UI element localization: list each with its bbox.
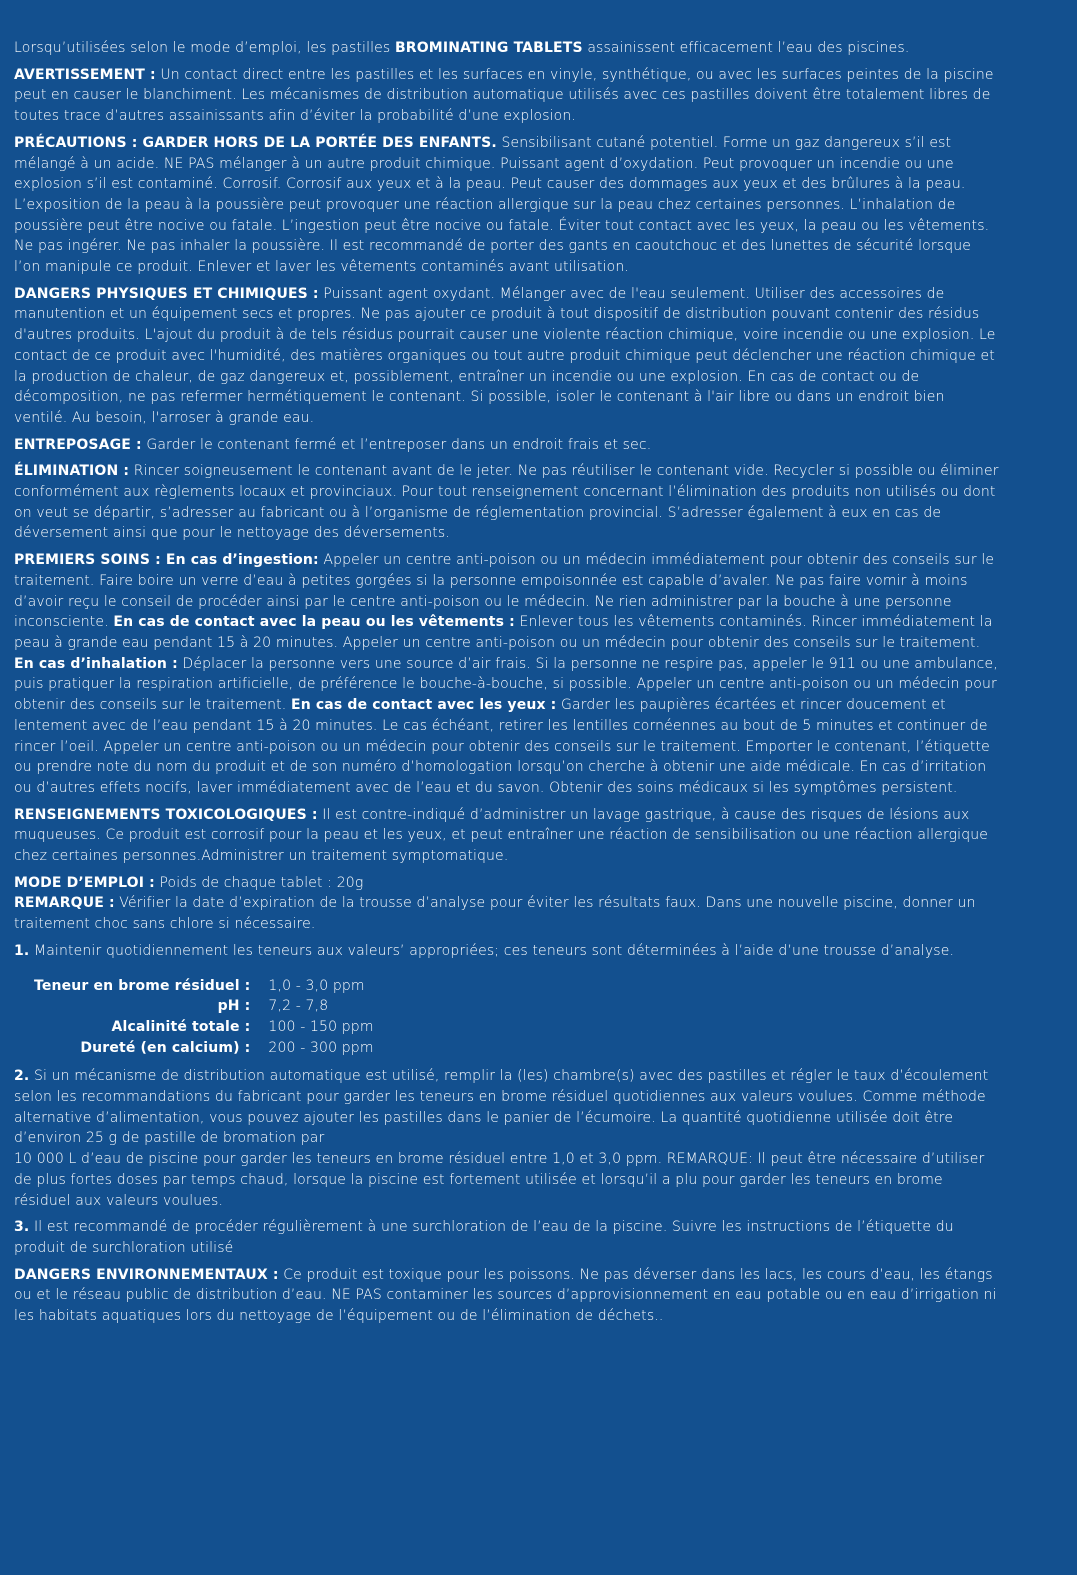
step-1-paragraph: 1. Maintenir quotidiennement les teneurs aux valeurs’ appropriées; ces teneurs sont déterminées à l’aide d’une trousse d’analyse.	[14, 942, 955, 959]
product-name: BROMINATING TABLETS	[394, 40, 583, 56]
level-label: Teneur en brome résiduel :	[34, 977, 251, 994]
first-aid-eyes-label: En cas de contact avec les yeux :	[291, 697, 557, 714]
intro-paragraph: Lorsqu’utilisées selon le mode d’emploi, les pastilles BROMINATING TABLETS assainissent efficacement l’eau des piscines.	[14, 40, 910, 56]
environment-label: DANGERS ENVIRONNEMENTAUX :	[14, 1266, 279, 1283]
table-row	[34, 976, 374, 997]
note-paragraph: REMARQUE : Vérifier la date d’expiration de la trousse d’analyse pour éviter les résultats faux. Dans une nouvelle piscine, donner un traitement choc sans chlore si nécessaire.	[14, 895, 976, 933]
table-row	[34, 1017, 374, 1038]
physical-hazards-paragraph: DANGERS PHYSIQUES ET CHIMIQUES : Puissant agent oxydant. Mélanger avec de l'eau seulement. Utiliser des accessoires de manutention et un équipement secs et propres. Ne pas ajouter ce produit à tout dispositif de distribution pouvant contenir des résidus d'autres produits. L'ajout du produit à de tels résidus pourrait causer une violente réaction chimique, voire incendie ou une explosion. Le contact de ce produit avec l'humidité, des matières organiques ou tout autre produit chimique peut déclencher une réaction chimique et la production de chaleur, de gaz dangereux et, possiblement, entraîner un incendie ou une explosion. En cas de contact ou de décomposition, ne pas refermer hermétiquement le contenant. Si possible, isoler le contenant à l'air libre ou dans un endroit bien ventilé. Au besoin, l'arroser à grande eau.	[14, 285, 996, 426]
level-value: 7,2 - 7,8	[268, 998, 329, 1015]
first-aid-paragraph: PREMIERS SOINS : En cas d’ingestion: Appeler un centre anti-poison ou un médecin immédiatement pour obtenir des conseils sur le traitement. Faire boire un verre d’eau à petites gorgées si la personne empoisonnée est capable d’avaler. Ne pas faire vomir à moins d’avoir reçu le conseil de procéder ainsi par le centre anti-poison ou le médecin. Ne rien administrer par la bouche à une personne inconsciente. En cas de contact avec la peau ou les vêtements : Enlever tous les vêtements contaminés. Rincer immédiatement la peau à grande eau pendant 15 à 20 minutes. Appeler un centre anti-poison ou un médecin pour obtenir des conseils sur le traitement. En cas d’inhalation : Déplacer la personne vers une source d’air frais. Si la personne ne respire pas, appeler le 911 ou une ambulance, puis pratiquer la respiration artificielle, de préférence le bouche-à-bouche, si possible. Appeler un centre anti-poison ou un médecin pour obtenir des conseils sur le traitement. En cas de contact avec les yeux : Garder les paupières écartées et rincer doucement et lentement avec de l’eau pendant 15 à 20 minutes. Le cas échéant, retirer les lentilles cornéennes au bout de 5 minutes et continuer de rincer l’oeil. Appeler un centre anti-poison ou un médecin pour obtenir des conseils sur le traitement. Emporter le contenant, l’étiquette ou prendre note du nom du produit et de son numéro d’homologation lorsqu’on cherche à obtenir une aide médicale. En cas d’irritation ou d’autres effets nocifs, laver immédiatement avec de l’eau et du savon. Obtenir des soins médicaux si les symptômes persistent.	[14, 552, 998, 796]
environment-paragraph: DANGERS ENVIRONNEMENTAUX : Ce produit est toxique pour les poissons. Ne pas déverser dans les lacs, les cours d’eau, les étangs ou et le réseau public de distribution d’eau. NE PAS contaminer les sources d’approvisionnement en eau potable ou en eau d’irrigation ni les habitats aquatiques lors du nettoyage de l’équipement ou de l’élimination de déchets..	[14, 1266, 997, 1325]
disposal-label: ÉLIMINATION :	[14, 463, 130, 480]
level-label: Dureté (en calcium) :	[80, 1039, 251, 1056]
step-2-paragraph: 2. Si un mécanisme de distribution automatique est utilisé, remplir la (les) chambre(s) avec des pastilles et régler le taux d’écoulement selon les recommandations du fabricant pour garder les teneurs en brome résiduel quotidiennes aux valeurs voulues. Comme méthode alternative d’alimentation, vous pouvez ajouter les pastilles dans le panier de l’écumoire. La quantité quotidienne utilisée doit être d’environ 25 g de pastille de bromation par 10 000 L d’eau de piscine pour garder les teneurs en brome résiduel entre 1,0 et 3,0 ppm. REMARQUE: Il peut être nécessaire d’utiliser de plus fortes doses par temps chaud, lorsque la piscine est fortement utilisée et lorsqu’il a plu pour garder les teneurs en brome résiduel aux valeurs voulues.	[14, 1068, 989, 1209]
first-aid-inhalation-label: En cas d’inhalation :	[14, 655, 178, 672]
toxicology-paragraph: RENSEIGNEMENTS TOXICOLOGIQUES : Il est contre-indiqué d’administrer un lavage gastrique, à cause des risques de lésions aux muqueuses. Ce produit est corrosif pour la peau et les yeux, et peut entraîner une réaction de sensibilisation ou une réaction allergique chez certaines personnes.Administrer un traitement symptomatique.	[14, 806, 989, 865]
directions-paragraph: MODE D’EMPLOI : Poids de chaque tablet : 20g	[14, 874, 364, 891]
level-value: 200 - 300 ppm	[268, 1039, 374, 1056]
first-aid-label: PREMIERS SOINS : En cas d’ingestion:	[14, 552, 319, 569]
storage-paragraph: ENTREPOSAGE : Garder le contenant fermé et l’entreposer dans un endroit frais et sec.	[14, 436, 652, 453]
step-3-paragraph: 3. Il est recommandé de procéder régulièrement à une surchloration de l’eau de la piscine. Suivre les instructions de l’étiquette du produit de surchloration utilisé	[14, 1219, 954, 1256]
toxicology-label: RENSEIGNEMENTS TOXICOLOGIQUES :	[14, 806, 318, 823]
directions-label: MODE D’EMPLOI :	[14, 874, 155, 891]
step-2-number: 2.	[14, 1068, 30, 1085]
step-3-number: 3.	[14, 1219, 30, 1236]
warning-label: AVERTISSEMENT :	[14, 66, 156, 83]
first-aid-skin-label: En cas de contact avec la peau ou les vêtements :	[113, 614, 515, 631]
level-value: 1,0 - 3,0 ppm	[268, 977, 365, 994]
table-row	[34, 1038, 374, 1059]
disposal-paragraph: ÉLIMINATION : Rincer soigneusement le contenant avant de le jeter. Ne pas réutiliser le contenant vide. Recycler si possible ou éliminer conformément aux règlements locaux et provinciaux. Pour tout renseignement concernant l’élimination des produits non utilisés ou dont on veut se départir, s’adresser au fabricant ou à l’organisme de réglementation provincial. S’adresser également à eux en cas de déversement ainsi que pour le nettoyage des déversements.	[14, 463, 999, 542]
precautions-label: PRÉCAUTIONS : GARDER HORS DE LA PORTÉE DES ENFANTS.	[14, 134, 497, 151]
level-label: Alcalinité totale :	[111, 1018, 251, 1035]
level-label: pH :	[217, 998, 251, 1015]
precautions-paragraph: PRÉCAUTIONS : GARDER HORS DE LA PORTÉE DES ENFANTS. Sensibilisant cutané potentiel. Forme un gaz dangereux s’il est mélangé à un acide. NE PAS mélanger à un autre produit chimique. Puissant agent d’oxydation. Peut provoquer un incendie ou une explosion s’il est contaminé. Corrosif. Corrosif aux yeux et à la peau. Peut causer des dommages aux yeux et des brûlures à la peau. L’exposition de la peau à la poussière peut provoquer une réaction allergique sur la peau chez certaines personnes. L’inhalation de poussière peut être nocive ou fatale. L’ingestion peut être nocive ou fatale. Éviter tout contact avec les yeux, la peau ou les vêtements. Ne pas ingérer. Ne pas inhaler la poussière. Il est recommandé de porter des gants en caoutchouc et des lunettes de sécurité lorsque l’on manipule ce produit. Enlever et laver les vêtements contaminés avant utilisation.	[14, 134, 990, 276]
table-row	[34, 996, 374, 1017]
storage-label: ENTREPOSAGE :	[14, 436, 142, 453]
note-label: REMARQUE :	[14, 895, 115, 912]
physical-hazards-label: DANGERS PHYSIQUES ET CHIMIQUES :	[14, 285, 319, 302]
level-value: 100 - 150 ppm	[268, 1018, 374, 1035]
step-1-number: 1.	[14, 942, 30, 959]
levels-table	[34, 976, 374, 1059]
warning-paragraph: AVERTISSEMENT : Un contact direct entre les pastilles et les surfaces en vinyle, synthétique, ou avec les surfaces peintes de la piscine peut en causer le blanchiment. Les mécanismes de distribution automatique utilisés avec ces pastilles doivent être totalement libres de toutes trace d’autres assainissants afin d’éviter la probabilité d’une explosion.	[14, 66, 994, 125]
